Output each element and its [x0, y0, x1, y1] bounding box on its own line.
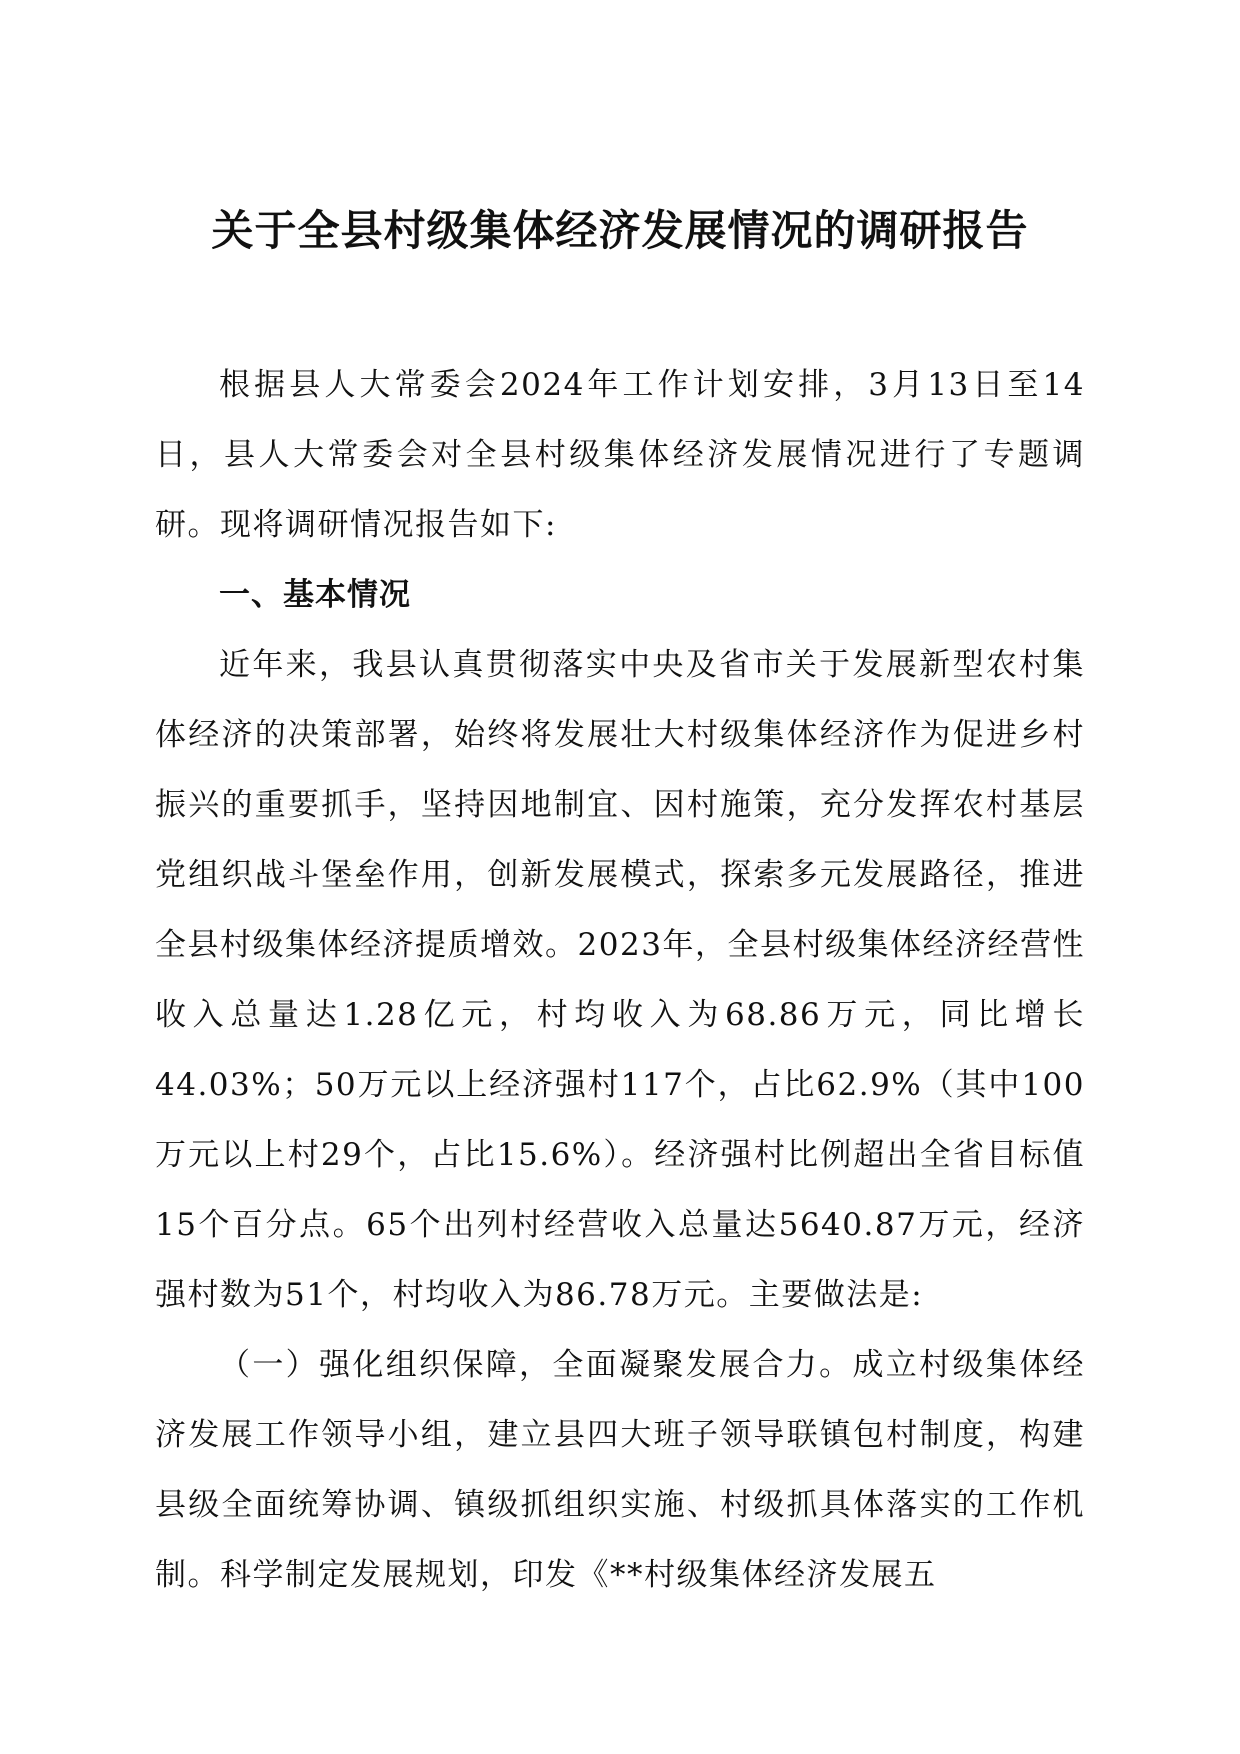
subsection-organization-lead: （一）强化组织保障，全面凝聚发展合力。: [219, 1347, 853, 1383]
basic-situation-paragraph: 近年来，我县认真贯彻落实中央及省市关于发展新型农村集体经济的决策部署，始终将发展壮大村级集体经济作为促进乡村振兴的重要抓手，坚持因地制宜、因村施策，充分发挥农村基层党组织战斗堡垒作用，创新发展模式，探索多元发展路径，推进全县村级集体经济提质增效。2023年，全县村级集体经济经营性收入总量达1.28亿元，村均收入为68.86万元，同比增长44.03%；50万元以上经济强村117个，占比62.9%（其中100万元以上村29个，占比15.6%）。经济强村比例超出全省目标值15个百分点。65个出列村经营收入总量达5640.87万元，经济强村数为51个，村均收入为86.78万元。主要做法是:: [155, 647, 1085, 1313]
document-body: [155, 350, 1085, 1610]
subsection-organization-text: 成立村级集体经济发展工作领导小组，建立县四大班子领导联镇包村制度，构建县级全面统筹协调、镇级抓组织实施、村级抓具体落实的工作机制。科学制定发展规划，印发《**村级集体经济发展五: [155, 1347, 1086, 1593]
document-title: 关于全县村级集体经济发展情况的调研报告: [211, 206, 1029, 255]
subsection-organization-paragraph: [155, 1330, 1085, 1610]
section-heading-basic-situation: 一、基本情况: [219, 577, 411, 613]
intro-paragraph: 根据县人大常委会2024年工作计划安排，3月13日至14日，县人大常委会对全县村级集体经济发展情况进行了专题调研。现将调研情况报告如下:: [155, 367, 1085, 543]
